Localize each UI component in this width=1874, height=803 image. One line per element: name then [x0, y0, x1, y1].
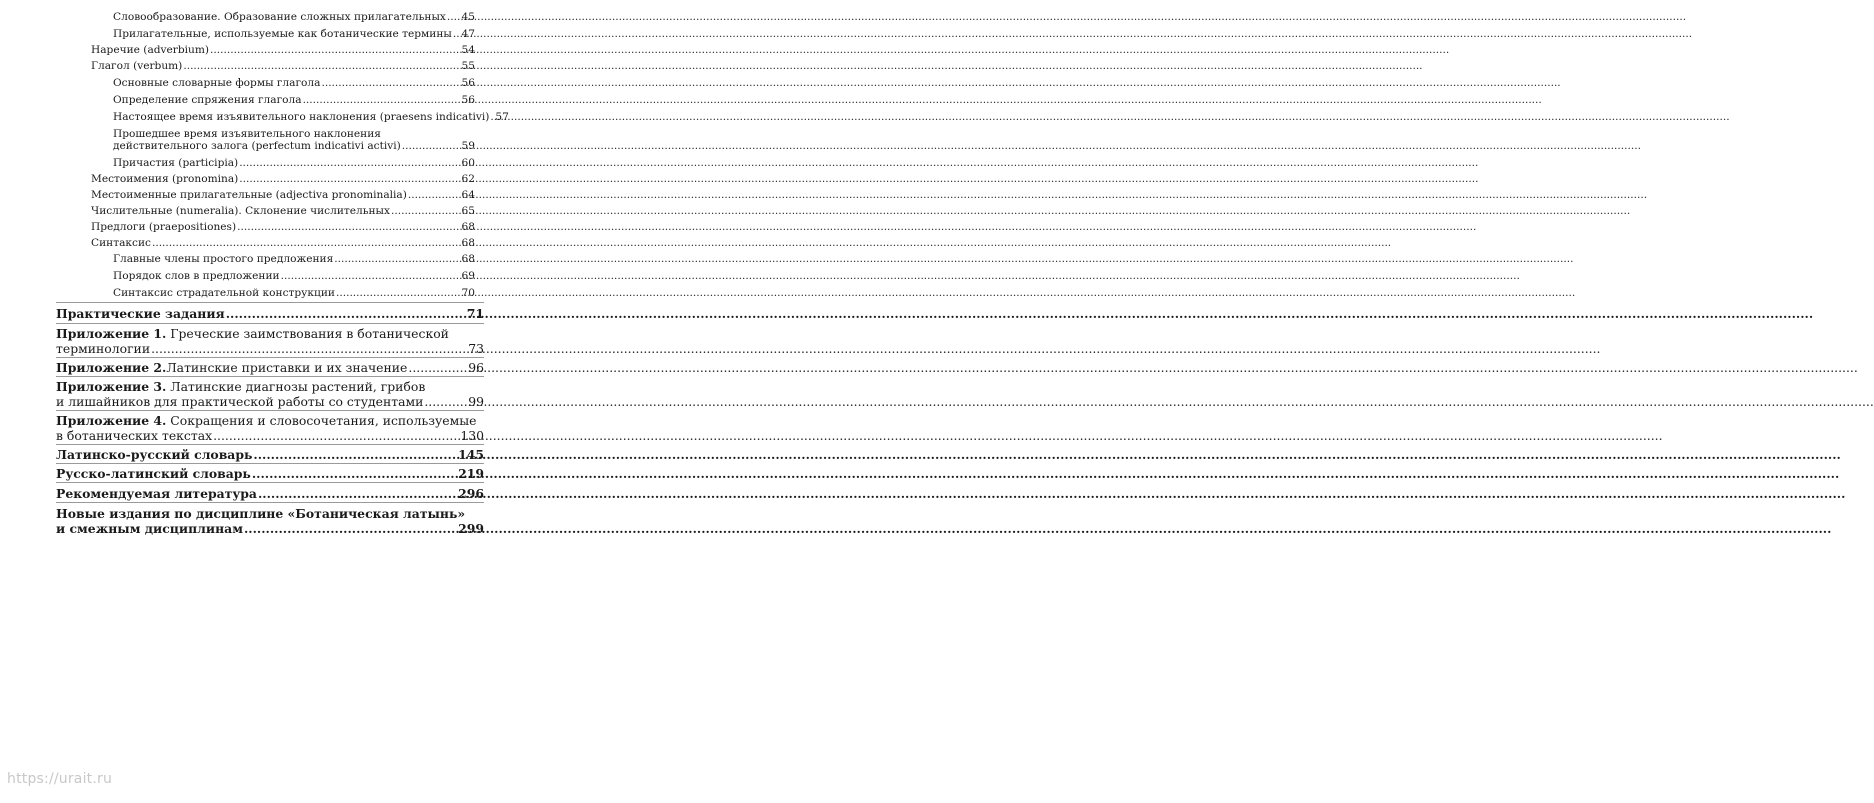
toc-entry-page: 64 [461, 189, 475, 201]
toc-entry[interactable] [91, 189, 475, 201]
toc-entry[interactable] [113, 253, 475, 265]
dot-leader [258, 486, 457, 501]
toc-entry-title: Причастия (participia) [113, 157, 239, 169]
toc-entry-title: Главные члены простого предложения [113, 253, 334, 265]
dot-leader [244, 521, 457, 536]
section-divider [56, 444, 484, 445]
toc-entry-title: Рекомендуемая литература [56, 486, 257, 501]
section-divider [56, 410, 484, 411]
toc-entry-page: 71 [466, 306, 484, 321]
toc-entry[interactable] [91, 237, 475, 249]
toc-entry-title: Прилагательные, используемые как ботанические термины [113, 28, 452, 40]
toc-entry[interactable] [113, 77, 475, 89]
toc-entry-title-line2: терминологии [56, 341, 151, 356]
dot-leader [408, 189, 461, 201]
dot-leader [424, 394, 467, 409]
toc-entry-page: 296 [458, 486, 484, 501]
dot-leader [321, 77, 460, 89]
toc-entry-page: 219 [458, 466, 484, 481]
toc-entry-title: Наречие (adverbium) [91, 44, 210, 56]
toc-entry-page: 69 [461, 270, 475, 282]
toc-entry[interactable] [91, 44, 475, 56]
toc-entry-page: 130 [460, 428, 484, 443]
toc-entry-title: Практические задания [56, 306, 225, 321]
dot-leader [253, 447, 457, 462]
toc-entry-title-line1: Новые издания по дисциплине «Ботаническая латынь» [56, 506, 466, 521]
toc-entry[interactable] [113, 28, 475, 40]
toc-entry-page: 59 [461, 140, 475, 152]
toc-entry-page: 65 [461, 205, 475, 217]
toc-entry[interactable] [56, 379, 484, 409]
dot-leader [252, 466, 457, 481]
appendix-label: Приложение 3. [56, 379, 167, 394]
toc-entry-title: Глагол (verbum) [91, 60, 183, 72]
source-watermark: https://urait.ru [7, 771, 113, 787]
toc-entry-title: Латинские приставки и их значение [166, 360, 408, 375]
toc-entry-title: Словообразование. Образование сложных прилагательных [113, 11, 446, 23]
toc-entry[interactable] [113, 157, 475, 169]
dot-leader [152, 237, 461, 249]
section-divider [56, 357, 484, 358]
toc-entry[interactable] [56, 326, 484, 356]
dot-leader [303, 94, 461, 106]
toc-entry-page: 54 [461, 44, 475, 56]
dot-leader [334, 253, 460, 265]
dot-leader [281, 270, 461, 282]
toc-entry-page: 99 [468, 394, 484, 409]
section-divider [56, 463, 484, 464]
toc-entry[interactable] [56, 466, 484, 481]
dot-leader [237, 221, 460, 233]
dot-leader [402, 140, 461, 152]
toc-entry-title: Определение спряжения глагола [113, 94, 302, 106]
toc-entry-page: 68 [461, 221, 475, 233]
toc-entry-title: Числительные (numeralia). Склонение числительных [91, 205, 390, 217]
toc-entry-title: Местоимения (pronomina) [91, 173, 239, 185]
toc-entry-title-line2: действительного залога (perfectum indicativi activi) [113, 140, 401, 152]
section-divider [56, 376, 484, 377]
toc-entry-page: 62 [461, 173, 475, 185]
dot-leader [213, 428, 459, 443]
toc-entry-page: 68 [461, 237, 475, 249]
toc-entry-title-line1: Латинские диагнозы растений, грибов [166, 379, 426, 394]
toc-entry-page: 70 [461, 287, 475, 299]
toc-entry-title: Синтаксис страдательной конструкции [113, 287, 335, 299]
toc-entry-title-line1: Прошедшее время изъявительного наклонения [113, 128, 381, 140]
dot-leader [447, 11, 461, 23]
toc-entry-title-line2: в ботанических текстах [56, 428, 213, 443]
toc-entry-page: 56 [461, 94, 475, 106]
dot-leader [210, 44, 460, 56]
toc-entry-title-line2: и лишайников для практической работы со студентами [56, 394, 424, 409]
toc-entry-title: Порядок слов в предложении [113, 270, 280, 282]
appendix-label: Приложение 1. [56, 326, 167, 341]
toc-entry-title: Настоящее время изъявительного наклонения (praesens indicativi) [113, 111, 490, 123]
toc-entry-page: 73 [468, 341, 484, 356]
section-divider [56, 302, 484, 303]
toc-entry[interactable] [113, 270, 475, 282]
toc-entry[interactable] [91, 60, 475, 72]
toc-entry-page: 68 [461, 253, 475, 265]
dot-leader [453, 28, 461, 40]
toc-entry-title-line1: Греческие заимствования в ботанической [166, 326, 449, 341]
toc-entry-title-line2: и смежным дисциплинам [56, 521, 243, 536]
toc-entry[interactable] [113, 111, 509, 123]
dot-leader [239, 173, 460, 185]
toc-entry-page: 145 [458, 447, 484, 462]
dot-leader [151, 341, 467, 356]
toc-entry-title: Основные словарные формы глагола [113, 77, 321, 89]
toc-entry-title: Русско-латинский словарь [56, 466, 251, 481]
toc-entry-title: Предлоги (praepositiones) [91, 221, 237, 233]
toc-entry-title: Местоименные прилагательные (adjectiva pronominalia) [91, 189, 407, 201]
section-divider [56, 502, 484, 503]
toc-entry-title: Синтаксис [91, 237, 151, 249]
dot-leader [239, 157, 460, 169]
toc-entry[interactable] [56, 486, 484, 501]
toc-entry-page: 47 [461, 28, 475, 40]
toc-entry-page: 55 [461, 60, 475, 72]
toc-entry[interactable] [56, 306, 484, 321]
dot-leader [183, 60, 460, 72]
toc-entry[interactable] [56, 413, 484, 443]
toc-entry[interactable] [56, 447, 484, 462]
section-divider [56, 323, 484, 324]
toc-entry-title-line1: Сокращения и словосочетания, используемые [166, 413, 477, 428]
toc-entry[interactable] [91, 221, 475, 233]
dot-leader [391, 205, 461, 217]
dot-leader [336, 287, 461, 299]
appendix-label: Приложение 2. [56, 360, 167, 375]
section-divider [56, 482, 484, 483]
toc-entry[interactable] [113, 128, 475, 152]
dot-leader [490, 111, 494, 123]
toc-entry-page: 56 [461, 77, 475, 89]
dot-leader [226, 306, 466, 321]
toc-entry[interactable] [91, 173, 475, 185]
toc-entry[interactable] [91, 205, 475, 217]
toc-entry-page: 299 [458, 521, 484, 536]
toc-entry[interactable] [56, 506, 484, 536]
toc-entry-title: Латинско-русский словарь [56, 447, 253, 462]
toc-entry[interactable] [113, 287, 475, 299]
toc-entry-page: 45 [461, 11, 475, 23]
dot-leader [408, 360, 467, 375]
toc-entry[interactable] [56, 360, 484, 375]
toc-entry-page: 96 [468, 360, 484, 375]
toc-entry[interactable] [113, 94, 475, 106]
toc-entry-page: 60 [461, 157, 475, 169]
toc-entry[interactable] [113, 11, 475, 23]
appendix-label: Приложение 4. [56, 413, 167, 428]
toc-entry-page: 57 [495, 111, 509, 123]
